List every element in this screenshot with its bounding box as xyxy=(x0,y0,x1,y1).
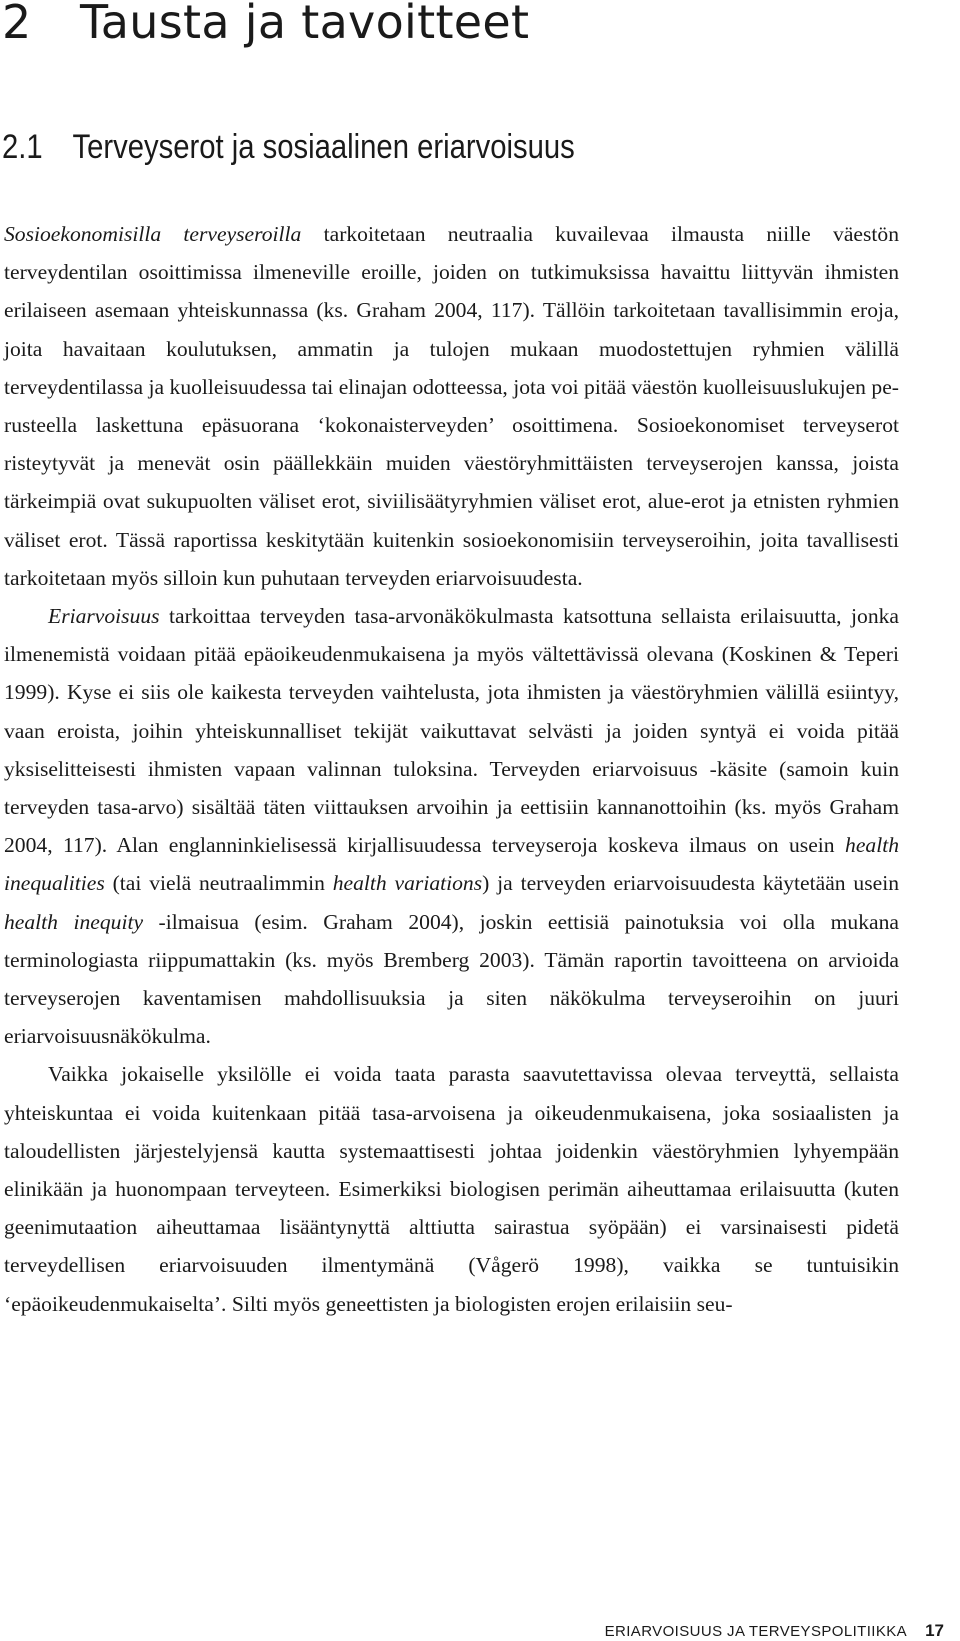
running-title: ERIARVOISUUS JA TERVEYSPOLITIIKKA xyxy=(604,1623,908,1640)
chapter-number: 2 xyxy=(2,0,32,49)
section-title: Terveyserot ja sosiaalinen eriarvoisuus xyxy=(72,128,575,166)
paragraph-2 xyxy=(4,597,899,1055)
paragraph-1 xyxy=(4,215,899,597)
paragraph-2-text-b: (tai vielä neutraalimmin xyxy=(104,871,333,896)
paragraph-3-text: Vaikka jokaiselle yksilölle ei voida taata parasta saavutettavissa olevaa terveyttä, sellaista yhteiskuntaa ei voida kuitenkaan pitää tasa-arvoisena ja oikeudenmukaisena, joka sosiaalisten ja taloudellisten järjestelyjensä kautta systemaattisesti johtaa joidenkin väestöryhmien lyhyempään elinikään ja huonompaan terveyteen. Esimerkiksi biologisen perimän aiheuttamaa erilaisuutta (kuten geenimutaation aiheuttamaa lisääntynyttä alttiutta sairastua syöpään) ei varsinaisesti pidetä terveydellisen eriarvoisuuden ilmentymänä (Vågerö 1998), vaikka se tuntuisikin ‘epäoikeudenmukaiselta’. Silti myös geneettisten ja biologisten erojen erilaisiin seu- xyxy=(4,1062,899,1316)
term-health-inequalities: health inequalities xyxy=(4,833,899,896)
term-health-inequity: health inequity xyxy=(4,909,144,934)
term-health-variations: health variations xyxy=(332,871,483,896)
section-heading xyxy=(2,125,575,169)
chapter-heading xyxy=(2,0,529,50)
term-eriarvoisuus: Eriarvoisuus xyxy=(48,604,160,629)
body-text xyxy=(4,215,899,1323)
section-number: 2.1 xyxy=(2,128,43,166)
chapter-title: Tausta ja tavoitteet xyxy=(80,0,530,49)
term-sosioekonomiset-terveyserot: Sosioekonomisilla terveyseroilla xyxy=(4,222,302,246)
paragraph-3 xyxy=(4,1055,899,1322)
paragraph-2-text-c: ) ja terveyden eriarvoisuudesta käytetään usein xyxy=(482,871,900,896)
paragraph-1-text: tarkoitetaan neutraalia kuvailevaa ilmausta niille väestön terveydentilan osoittimissa ilmeneville eroille, joiden on tutkimuksissa havaittu liittyvän ihmisten erilaiseen asemaan yhteiskunnassa (ks. Graham 2004, 117). Tällöin tarkoitetaan tavallisimmin eroja, joita havaitaan koulutuksen, ammatin ja tulojen mukaan muodostettujen ryhmien välillä terveydentilassa ja kuolleisuudessa tai elinajan odotteessa, jota voi pitää väestön kuolleisuuslukujen perusteella laskettuna epäsuorana ‘kokonaisterveyden’ osoittimena. Sosioekonomiset terveyserot risteytyvät ja menevät osin päällekkäin muiden väestöryhmittäisten terveyserojen kanssa, joista tärkeimpiä ovat sukupuolten väliset erot, siviilisäätyryhmien väliset erot, alue-erot ja etnisten ryhmien väliset erot. Tässä raportissa keskitytään kuitenkin sosioekonomisiin terveyseroihin, joita tavallisesti tarkoitetaan myös silloin kun puhutaan terveyden eriarvoisuudesta. xyxy=(4,222,899,590)
page-number: 17 xyxy=(925,1621,944,1640)
page-footer xyxy=(605,1622,944,1641)
paragraph-2-text-d: -ilmaisua (esim. Graham 2004), joskin eettisiä painotuksia voi olla mukana terminologiasta riippumattakin (ks. myös Bremberg 2003). Tämän raportin tavoitteena on arvioida terveyserojen kaventamisen mahdollisuuksia ja siten näkökulma terveyseroihin on juuri eriarvoisuusnäkökulma. xyxy=(4,909,899,1049)
paragraph-2-text-a: tarkoittaa terveyden tasa-arvonäkökulmasta katsottuna sellaista erilaisuutta, jonka ilmenemistä voidaan pitää epäoikeudenmukaisena ja myös vältettävissä olevana (Koskinen & Teperi 1999). Kyse ei siis ole kaikesta terveyden vaihtelusta, jota ihmisten ja väestöryhmien välillä esiintyy, vaan eroista, joihin yhteiskunnalliset tekijät vaikuttavat selvästi ja joiden syntyä ei voida pitää yksiselitteisesti ihmisten vapaan valinnan tuloksina. Terveyden eriarvoisuus -käsite (samoin kuin terveyden tasa-arvo) sisältää täten viittauksen arvoihin ja eettisiin kannanottoihin (ks. myös Graham 2004, 117). Alan englanninkielisessä kirjallisuudessa terveyseroja koskeva ilmaus on usein xyxy=(4,604,899,858)
